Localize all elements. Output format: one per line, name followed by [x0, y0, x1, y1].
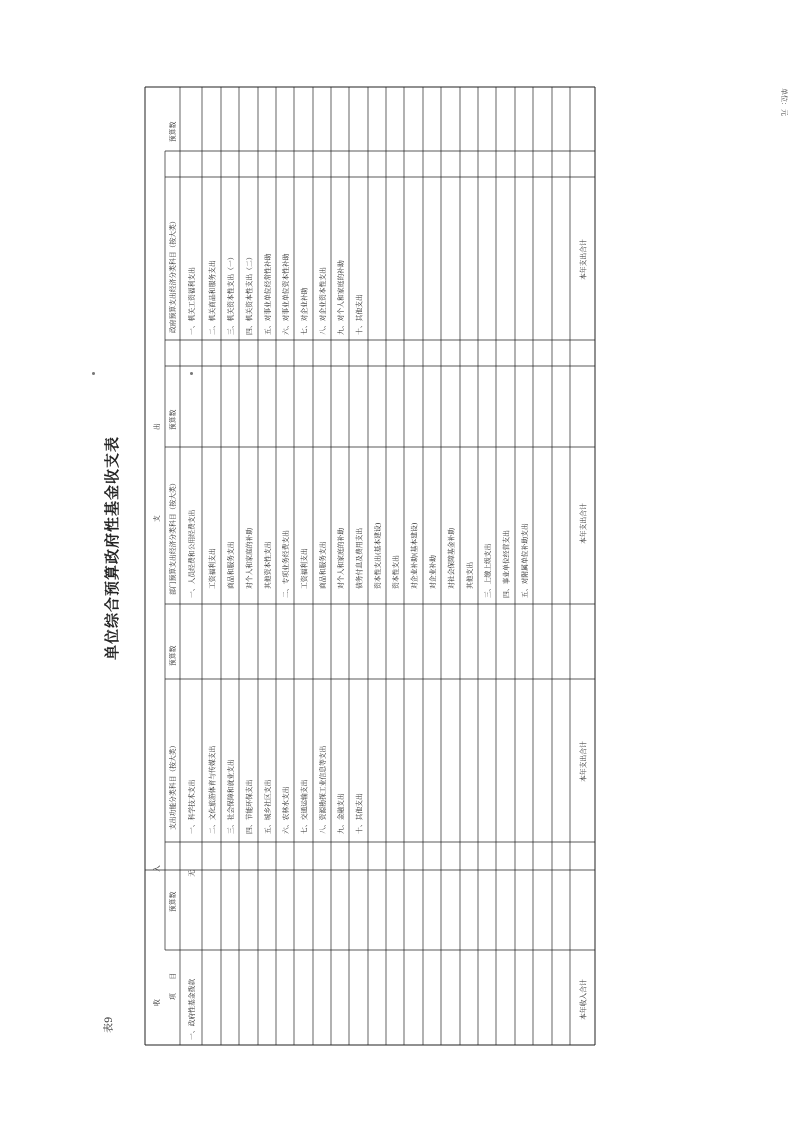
functional-item: 九、金融支出	[337, 793, 345, 834]
header-budget: 预算数	[169, 891, 177, 912]
gov-economic-item: 一、机关工资福利支出	[188, 267, 196, 335]
expense-total-gov: 本年支出合计	[579, 239, 588, 280]
dept-economic-item: 其他支出	[466, 561, 474, 589]
income-item: 一、政府性基金拨款	[188, 978, 196, 1040]
header-expense-sub: 出	[153, 423, 161, 430]
gov-economic-item: 八、对企业资本性支出	[319, 267, 327, 335]
header-budget: 预算数	[169, 645, 177, 666]
header-functional: 支出功能分类科目（按大类）	[169, 741, 177, 830]
functional-item: 六、农林水支出	[282, 786, 290, 834]
expense-total-dept: 本年支出合计	[579, 503, 588, 544]
dept-economic-item: 其他资本性支出	[264, 541, 272, 589]
dept-economic-item: 四、事业单位经营支出	[502, 530, 511, 598]
gov-economic-item: 五、对事业单位经常性补助	[264, 253, 272, 335]
gov-economic-item: 十、其他支出	[355, 294, 364, 335]
header-income: 收	[153, 999, 161, 1006]
dept-economic-item: 三、上缴上级支出	[484, 543, 492, 598]
header-expense: 支	[153, 515, 161, 522]
functional-item: 三、社会保障和就业支出	[227, 759, 235, 834]
gov-economic-item: 二、机关商品和服务支出	[208, 260, 217, 335]
gov-economic-item: 七、对企业补助	[300, 287, 309, 335]
functional-item: 五、城乡社区支出	[264, 779, 272, 834]
gov-economic-item: 三、机关资本性支出（一）	[227, 253, 235, 335]
expense-total-functional: 本年支出合计	[579, 741, 588, 782]
dept-economic-item: 资本性支出	[392, 555, 400, 589]
functional-item: 二、文化旅游体育与传媒支出	[208, 745, 217, 834]
header-dept-economic: 部门预算支出经济分类科目（按大类）	[169, 479, 177, 595]
dept-economic-item: 商品和服务支出	[319, 541, 327, 589]
dept-economic-item: 对社会保障基金补助	[447, 527, 456, 589]
dept-economic-item: 工资福利支出	[208, 548, 217, 589]
dept-economic-item: 对企业补助(基本建设)	[410, 522, 419, 589]
gov-economic-item: 四、机关资本性支出（二）	[245, 253, 254, 335]
page-number: 表9	[104, 1016, 115, 1033]
gov-economic-item: 六、对事业单位资本性补助	[282, 253, 290, 335]
header-item: 项 目	[169, 972, 177, 1000]
functional-item: 八、资源勘探工业信息等支出	[319, 745, 327, 834]
functional-item: 七、交通运输支出	[300, 779, 309, 834]
header-income-sub: 入	[153, 865, 161, 872]
functional-item: 十、其他支出	[355, 793, 364, 834]
dept-economic-item: 五、对附属单位补助支出	[521, 523, 529, 598]
unit-label: 单位：元	[780, 88, 788, 116]
functional-item: 一、科学技术支出	[188, 779, 196, 834]
dept-economic-item: 债务付息及费用支出	[355, 527, 364, 589]
dept-economic-item: 工资福利支出	[300, 548, 309, 589]
income-total: 本年收入合计	[579, 979, 588, 1020]
page-title: 单位综合预算政府性基金收支表	[103, 435, 121, 660]
dept-economic-item: 对个人和家庭的补助	[337, 527, 345, 589]
dept-economic-item: 资本性支出(基本建设)	[374, 522, 382, 589]
header-budget: 预算数	[169, 409, 177, 430]
dept-economic-item: 二、专项业务经费支出	[282, 530, 290, 598]
dept-economic-item: 对企业补助	[429, 555, 437, 589]
dept-economic-item: 商品和服务支出	[227, 541, 235, 589]
table-text	[152, 121, 588, 1040]
header-budget: 预算数	[169, 121, 177, 142]
header-gov-economic: 政府预算支出经济分类科目（按大类）	[169, 217, 177, 333]
dept-economic-item: 对个人和家庭的补助	[245, 527, 254, 589]
dept-economic-item: 一、人员经费和公用经费支出	[188, 509, 196, 598]
income-flag-text: 无	[188, 870, 196, 877]
gov-economic-item: 九、对个人和家庭的补助	[337, 260, 345, 335]
functional-item: 四、节能环保支出	[245, 779, 254, 834]
